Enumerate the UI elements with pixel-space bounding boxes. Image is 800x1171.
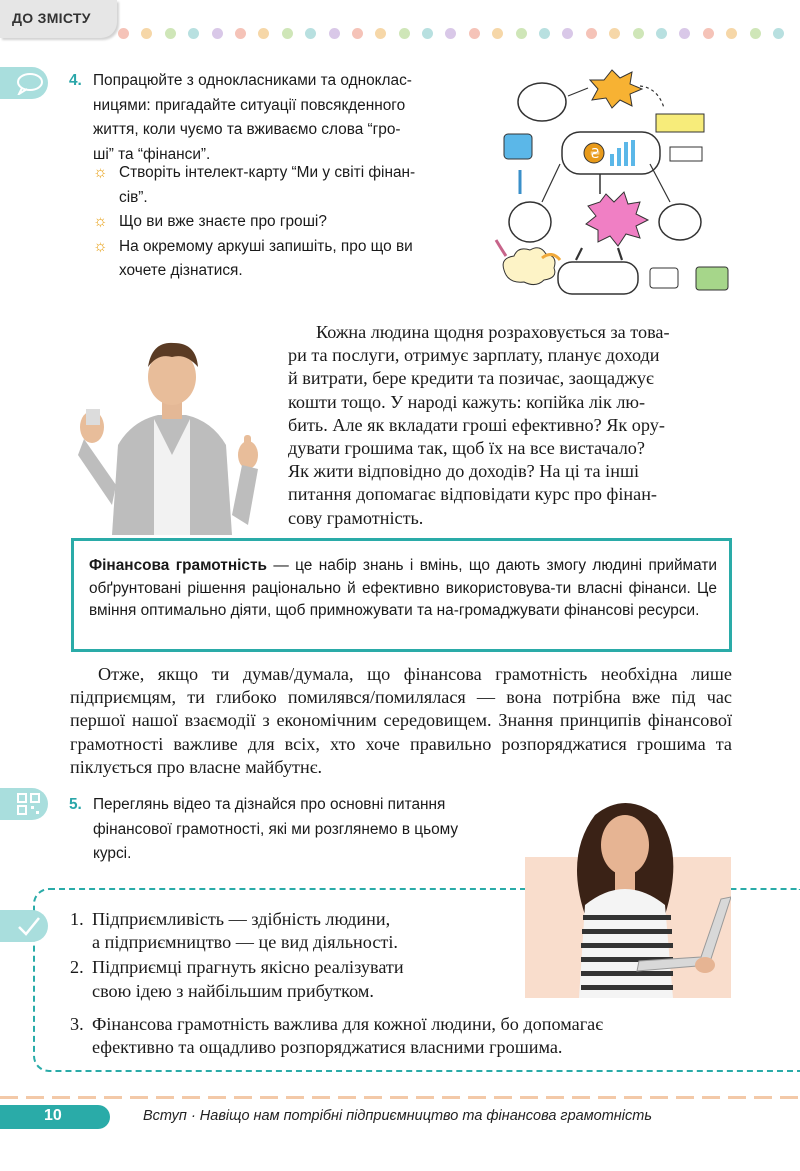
decorative-dots-row bbox=[118, 28, 798, 42]
definition-term: Фінансова грамотність bbox=[89, 557, 267, 574]
decorative-dot bbox=[586, 28, 597, 39]
decorative-dot bbox=[352, 28, 363, 39]
task-4-number: 4. bbox=[69, 72, 82, 89]
summary-list bbox=[70, 908, 730, 1059]
man-thumbs-up-photo bbox=[72, 335, 272, 535]
decorative-dot bbox=[562, 28, 573, 39]
decorative-dot bbox=[399, 28, 410, 39]
task-5-text: Переглянь відео та дізнайся про основні питання фінансової грамотності, які ми розглянемо в цьому курсі. bbox=[93, 796, 459, 862]
decorative-dot bbox=[633, 28, 644, 39]
decorative-dot bbox=[141, 28, 152, 39]
list-item: ☼ На окремому аркуші запишіть, про що ви хочете дізнатися. bbox=[93, 235, 465, 284]
list-item: 1. Підприємливість — здібність людини, а підприємництво — це вид діяльності. bbox=[70, 909, 398, 953]
decorative-dot bbox=[165, 28, 176, 39]
task-4-text: Попрацюйте з однокласниками та одноклас- ницями: пригадайте ситуації повсякденного життя, коли чуємо та вживаємо слова “гро- ші” та “фінанси”. bbox=[93, 72, 412, 163]
mind-map-illustration bbox=[490, 62, 735, 302]
page-number-badge bbox=[0, 1105, 110, 1129]
decorative-dot bbox=[375, 28, 386, 39]
footer-chapter-title: Вступ · Навіщо нам потрібні підприємництво та фінансова грамотність bbox=[143, 1108, 652, 1124]
definition-box bbox=[71, 538, 732, 652]
sun-bullet-icon: ☼ bbox=[93, 213, 108, 230]
decorative-dot bbox=[679, 28, 690, 39]
decorative-dot bbox=[305, 28, 316, 39]
task-5-number: 5. bbox=[69, 796, 82, 813]
decorative-dot bbox=[445, 28, 456, 39]
decorative-dot bbox=[750, 28, 761, 39]
decorative-dot bbox=[539, 28, 550, 39]
decorative-dot bbox=[188, 28, 199, 39]
decorative-dot bbox=[469, 28, 480, 39]
speech-bubble-icon bbox=[16, 71, 46, 95]
table-of-contents-tab[interactable] bbox=[0, 0, 117, 38]
decorative-dot bbox=[492, 28, 503, 39]
intro-paragraph: Кожна людина щодня розраховується за това- ри та послуги, отримує зарплату, планує доходи й витрати, бере кредити та позичає, заощаджує кошти тощо. У народі кажуть: копійка лік лю- бить. Але як вкладати гроші ефективно? Як ору- дувати грошима так, щоб їх на все вистачало? Як жити відповідно до доходів? На ці та інші питання допомагає відповідати курс про фінан- сову грамотність. bbox=[288, 322, 670, 528]
list-item: ☼ Що ви вже знаєте про гроші? bbox=[93, 210, 465, 235]
decorative-dot bbox=[235, 28, 246, 39]
decorative-dot bbox=[773, 28, 784, 39]
qr-code-icon bbox=[16, 792, 42, 816]
qr-icon-tab[interactable] bbox=[0, 788, 48, 820]
decorative-dot bbox=[656, 28, 667, 39]
conclusion-paragraph: Отже, якщо ти думав/думала, що фінансова грамотність необхідна лише підприємцям, ти глибоко помилявся/помилялася — вона потрібна вже під час першої нашої взаємодії з економічним середовищем. Знання принципів фінансової грамотності важливе для всіх, хто хоче правильно розпоряджатися грошима та піклується про власне майбутнє. bbox=[70, 664, 732, 777]
toc-tab-label: ДО ЗМІСТУ bbox=[12, 10, 91, 26]
decorative-dot bbox=[212, 28, 223, 39]
sun-bullet-icon: ☼ bbox=[93, 237, 108, 255]
task-4-bullets bbox=[93, 161, 465, 284]
svg-text:₴: ₴ bbox=[590, 147, 601, 162]
decorative-dot bbox=[516, 28, 527, 39]
sun-bullet-icon: ☼ bbox=[93, 164, 108, 181]
decorative-dot bbox=[726, 28, 737, 39]
checkmark-icon bbox=[16, 914, 42, 938]
list-item: 3. Фінансова грамотність важлива для кожної людини, бо допомагає ефективно та ощадливо розпоряджатися власними грошима. bbox=[70, 1013, 604, 1058]
check-icon-tab bbox=[0, 910, 48, 942]
decorative-dot bbox=[609, 28, 620, 39]
definition-text: Фінансова грамотність — це набір знань і вмінь, що дають змогу людині приймати обґрунтовані рішення раціонально й ефективно використовува-ти власні фінанси. Це вміння оптимально діяти, щоб примножувати та на-громаджувати фінансові ресурси. bbox=[89, 557, 718, 620]
decorative-dot bbox=[118, 28, 129, 39]
list-item: ☼ Створіть інтелект-карту “Ми у світі фінан- сів”. bbox=[93, 161, 465, 210]
decorative-dot bbox=[422, 28, 433, 39]
footer-dashed-line bbox=[0, 1096, 800, 1099]
page-number: 10 bbox=[44, 1107, 62, 1124]
decorative-dot bbox=[258, 28, 269, 39]
list-item: 2. Підприємці прагнуть якісно реалізувати свою ідею з найбільшим прибутком. bbox=[70, 957, 404, 1001]
decorative-dot bbox=[329, 28, 340, 39]
discussion-icon-tab bbox=[0, 67, 48, 99]
decorative-dot bbox=[282, 28, 293, 39]
decorative-dot bbox=[703, 28, 714, 39]
